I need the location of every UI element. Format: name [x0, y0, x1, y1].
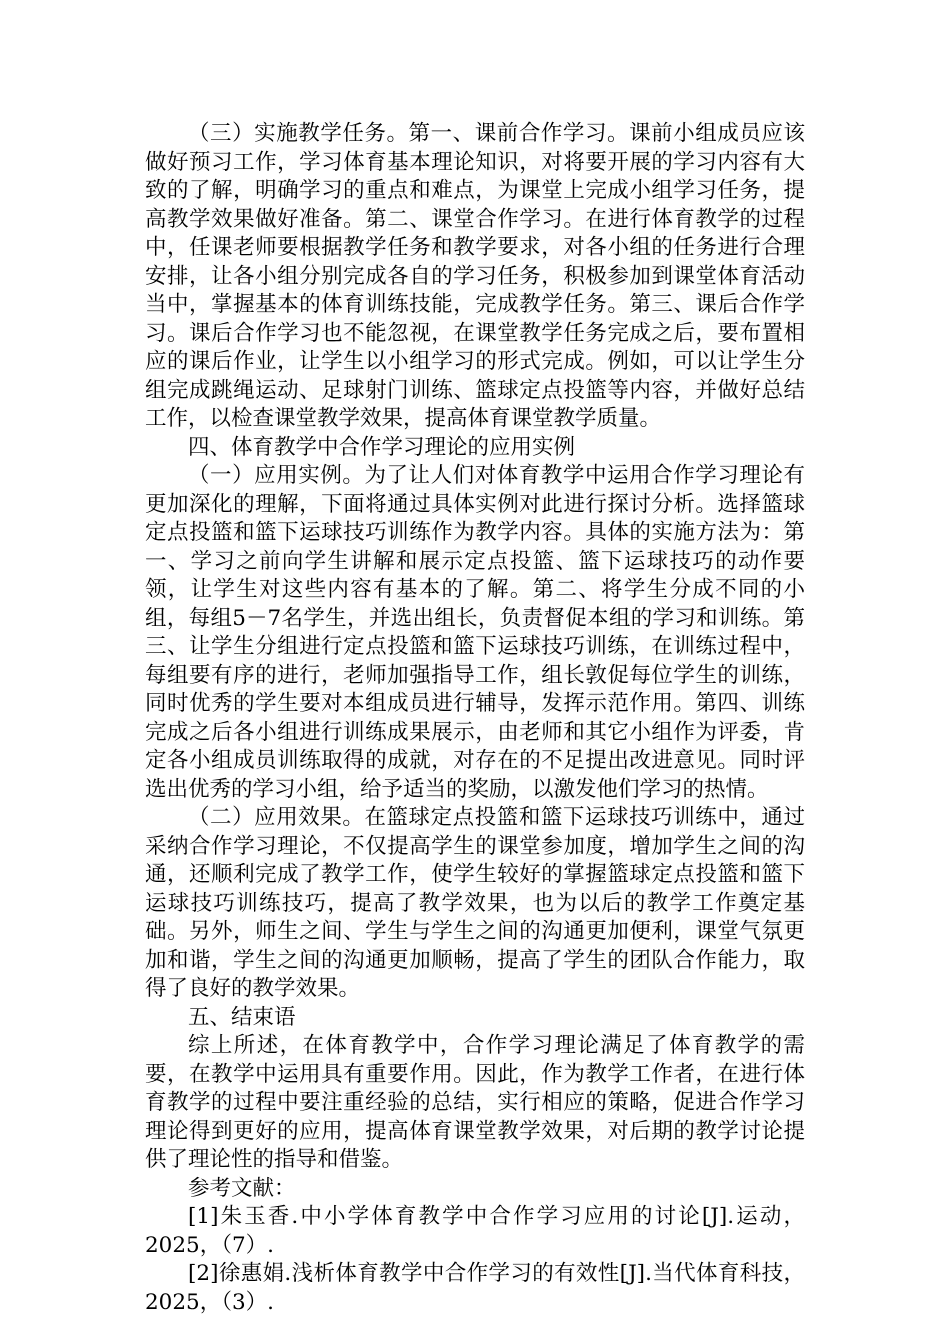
paragraph-implement-tasks: （三）实施教学任务。第一、课前合作学习。课前小组成员应该做好预习工作，学习体育基本理论知识，对将要开展的学习内容有大致的了解，明确学习的重点和难点，为课堂上完成小组学习任务，提高教学效果做好准备。第二、课堂合作学习。在进行体育教学的过程中，任课老师要根据教学任务和教学要求，对各小组的任务进行合理安排，让各小组分别完成各自的学习任务，积极参加到课堂体育活动当中，掌握基本的体育训练技能，完成教学任务。第三、课后合作学习。课后合作学习也不能忽视，在课堂教学任务完成之后，要布置相应的课后作业，让学生以小组学习的形式完成。例如，可以让学生分组完成跳绳运动、足球射门训练、篮球定点投篮等内容，并做好总结工作，以检查课堂教学效果，提高体育课堂教学质量。: [145, 121, 805, 431]
section-heading-four: 四、体育教学中合作学习理论的应用实例: [188, 434, 576, 460]
reference-item-2: [2]徐惠娟.浅析体育教学中合作学习的有效性[J].当代体育科技，2025，（3）.: [145, 1261, 805, 1315]
document-body: [145, 120, 805, 1317]
section-heading-five: 五、结束语: [188, 1004, 296, 1030]
reference-item-1: [1]朱玉香.中小学体育教学中合作学习应用的讨论[J].运动，2025，（7）.: [145, 1204, 805, 1258]
paragraph-application-effect: （二）应用效果。在篮球定点投篮和篮下运球技巧训练中，通过采纳合作学习理论，不仅提高学生的课堂参加度，增加学生之间的沟通，还顺利完成了教学工作，使学生较好的掌握篮球定点投篮和篮下运球技巧训练技巧，提高了教学效果，也为以后的教学工作奠定基础。另外，师生之间、学生与学生之间的沟通更加便利，课堂气氛更加和谐，学生之间的沟通更加顺畅，提高了学生的团队合作能力，取得了良好的教学效果。: [145, 805, 805, 1001]
paragraph-application-example: （一）应用实例。为了让人们对体育教学中运用合作学习理论有更加深化的理解，下面将通过具体实例对此进行探讨分析。选择篮球定点投篮和篮下运球技巧训练作为教学内容。具体的实施方法为：第一、学习之前向学生讲解和展示定点投篮、篮下运球技巧的动作要领，让学生对这些内容有基本的了解。第二、将学生分成不同的小组，每组5－7名学生，并选出组长，负责督促本组的学习和训练。第三、让学生分组进行定点投篮和篮下运球技巧训练，在训练过程中，每组要有序的进行，老师加强指导工作，组长敦促每位学生的训练，同时优秀的学生要对本组成员进行辅导，发挥示范作用。第四、训练完成之后各小组进行训练成果展示，由老师和其它小组作为评委，肯定各小组成员训练取得的成就，对存在的不足提出改进意见。同时评选出优秀的学习小组，给予适当的奖励，以激发他们学习的热情。: [145, 463, 805, 802]
references-heading: 参考文献：: [188, 1175, 296, 1201]
paragraph-conclusion: 综上所述，在体育教学中，合作学习理论满足了体育教学的需要，在教学中运用具有重要作用。因此，作为教学工作者，在进行体育教学的过程中要注重经验的总结，实行相应的策略，促进合作学习理论得到更好的应用，提高体育课堂教学效果，对后期的教学讨论提供了理论性的指导和借鉴。: [145, 1033, 805, 1172]
